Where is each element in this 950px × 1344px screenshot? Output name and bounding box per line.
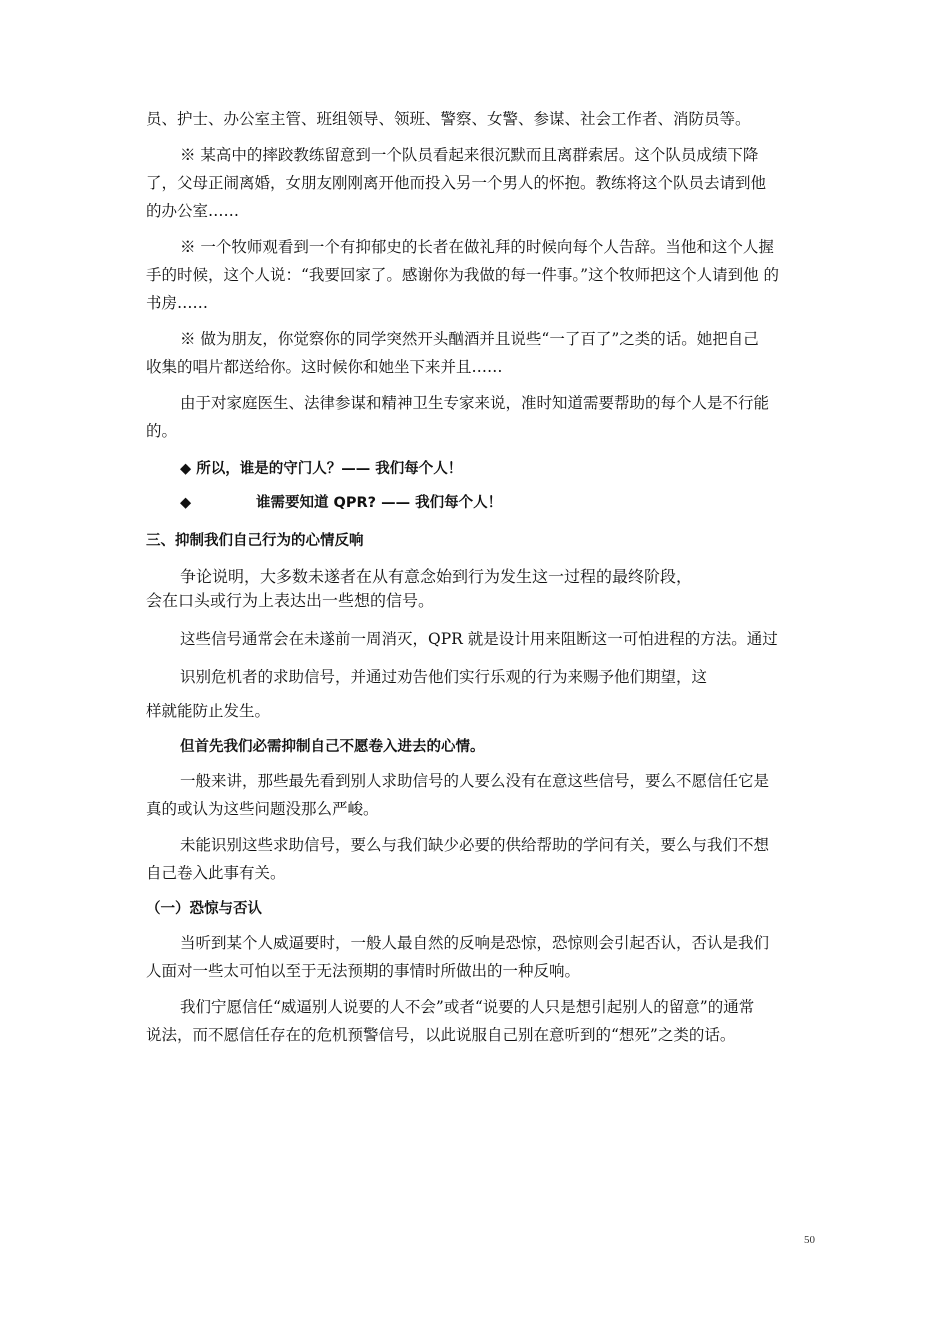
text-line: 争论说明，大多数未遂者在从有意念始到行为发生这一过程的最终阶段， <box>180 567 693 586</box>
text-line: 会在口头或行为上表达出一些想的信号。 <box>146 591 435 610</box>
subsection-heading: （一）恐惊与否认 <box>146 901 262 917</box>
text-line: ※ 某高中的摔跤教练留意到一个队员看起来很沉默而且离群索居。这个队员成绩下降 <box>180 146 759 164</box>
text-line: 识别危机者的求助信号，并通过劝告他们实行乐观的行为来赐予他们期望，这 <box>180 668 708 686</box>
text-line: 由于对家庭医生、法律参谋和精神卫生专家来说，准时知道需要帮助的每个人是不行能 <box>180 394 770 412</box>
text-line: 了，父母正闹离婚，女朋友刚刚离开他而投入另一个男人的怀抱。教练将这个队员去请到他 <box>146 174 767 192</box>
section-heading: 三、抑制我们自己行为的心情反响 <box>146 533 364 549</box>
page-number: 50 <box>804 1234 815 1246</box>
text-line: 员、护士、办公室主管、班组领导、领班、警察、女警、参谋、社会工作者、消防员等。 <box>146 110 751 128</box>
text-line: 一般来讲，那些最先看到别人求助信号的人要么没有在意这些信号，要么不愿信任它是 <box>180 772 770 790</box>
bullet-line: ◆ 所以，谁是的守门人？—— 我们每个人！ <box>180 461 463 477</box>
text-line: 当听到某个人威逼要时，一般人最自然的反响是恐惊，恐惊则会引起否认，否认是我们 <box>180 934 770 952</box>
text-line: 书房…… <box>146 294 209 312</box>
text-line: 说法，而不愿信任存在的危机预警信号，以此说服自己别在意听到的“想死”之类的话。 <box>146 1026 736 1044</box>
bullet-line: 谁需要知道 QPR? —— 我们每个人！ <box>256 495 503 511</box>
text-line: 手的时候，这个人说：“我要回家了。感谢你为我做的每一件事。”这个牧师把这个人请到他 的 <box>146 266 780 284</box>
text-line: 未能识别这些求助信号，要么与我们缺少必要的供给帮助的学问有关，要么与我们不想 <box>180 836 770 854</box>
text-line: 样就能防止发生。 <box>146 702 271 720</box>
text-line: 的。 <box>146 422 178 440</box>
text-line: 真的或认为这些问题没那么严峻。 <box>146 800 379 818</box>
text-line: ※ 一个牧师观看到一个有抑郁史的长者在做礼拜的时候向每个人告辞。当他和这个人握 <box>180 238 774 256</box>
text-line: 收集的唱片都送给你。这时候你和她坐下来并且…… <box>146 358 503 376</box>
text-line: ※ 做为朋友，你觉察你的同学突然开头酗酒并且说些“一了百了”之类的话。她把自己 <box>180 330 759 348</box>
text-line: 的办公室…… <box>146 202 240 220</box>
emphasis-line: 但首先我们必需抑制自己不愿卷入进去的心情。 <box>180 739 485 755</box>
text-line: 自己卷入此事有关。 <box>146 864 286 882</box>
bullet-marker: ◆ <box>180 495 192 511</box>
text-line: 这些信号通常会在未遂前一周消灭，QPR 就是设计用来阻断这一可怕进程的方法。通过 <box>180 630 778 648</box>
text-line: 人面对一些太可怕以至于无法预期的事情时所做出的一种反响。 <box>146 962 581 980</box>
text-line: 我们宁愿信任“威逼别人说要的人不会”或者“说要的人只是想引起别人的留意”的通常 <box>180 998 755 1016</box>
